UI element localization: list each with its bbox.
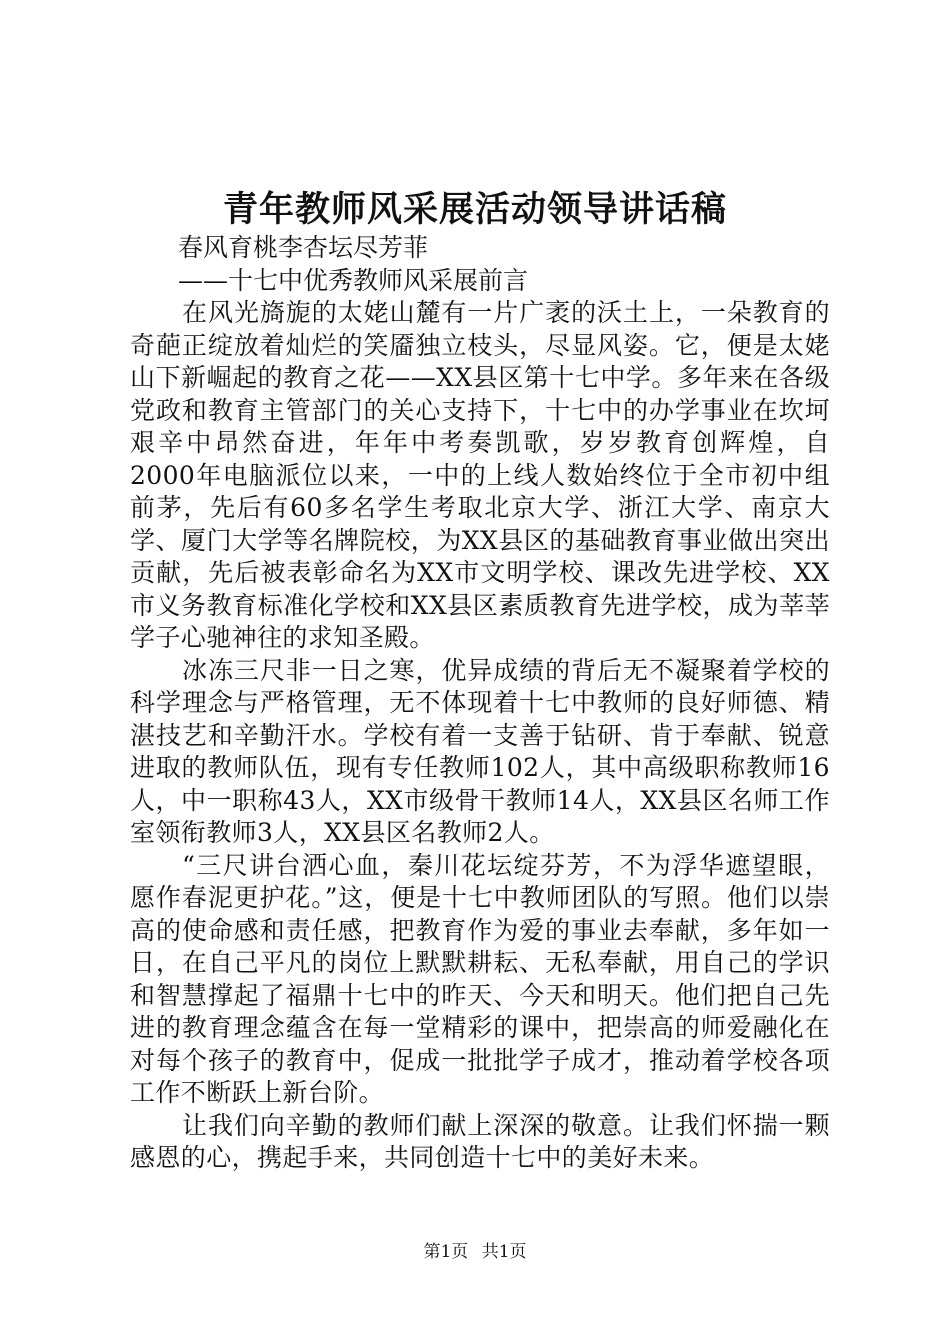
page-footer: [0, 1240, 950, 1264]
document-title: 青年教师风采展活动领导讲话稿: [222, 189, 727, 230]
paragraph-1: 在风光旖旎的太姥山麓有一片广袤的沃土上，一朵教育的奇葩正绽放着灿烂的笑靥独立枝头，尽显风姿。它，便是太姥山下新崛起的教育之花——XX县区第十七中学。多年来在各级党政和教育主管部门的关心支持下，十七中的办学事业在坎坷艰辛中昂然奋进，年年中考奏凯歌，岁岁教育创辉煌，自2000年电脑派位以来，一中的上线人数始终位于全市初中组前茅，先后有60多名学生考取北京大学、浙江大学、南京大学、厦门大学等名牌院校，为XX县区的基础教育事业做出突出贡献，先后被表彰命名为XX市文明学校、课改先进学校、XX市义务教育标准化学校和XX县区素质教育先进学校，成为莘莘学子心驰神往的求知圣殿。: [130, 298, 830, 652]
subtitle-line-1: 春风育桃李杏坛尽芳菲: [178, 233, 429, 262]
paragraph-4: 让我们向辛勤的教师们献上深深的敬意。让我们怀揣一颗感恩的心，携起手来，共同创造十七中的美好未来。: [130, 1110, 830, 1172]
page-number-current: 第1页: [423, 1242, 469, 1262]
subtitle-line-2: ——十七中优秀教师风采展前言: [178, 265, 529, 295]
page-number-total: 共1页: [481, 1242, 527, 1262]
paragraph-3: “三尺讲台洒心血，秦川花坛绽芬芳，不为浮华遮望眼，愿作春泥更护花。”这，便是十七中教师团队的写照。他们以崇高的使命感和责任感，把教育作为爱的事业去奉献，多年如一日，在自己平凡的岗位上默默耕耘、无私奉献，用自己的学识和智慧撑起了福鼎十七中的昨天、今天和明天。他们把自己先进的教育理念蕴含在每一堂精彩的课中，把崇高的师爱融化在对每个孩子的教育中，促成一批批学子成才，推动着学校各项工作不断跃上新台阶。: [130, 850, 830, 1107]
paragraph-2: 冰冻三尺非一日之寒，优异成绩的背后无不凝聚着学校的科学理念与严格管理，无不体现着十七中教师的良好师德、精湛技艺和辛勤汗水。学校有着一支善于钻研、肯于奉献、锐意进取的教师队伍，现有专任教师102人，其中高级职称教师16人，中一职称43人，XX市级骨干教师14人，XX县区名师工作室领衔教师3人，XX县区名教师2人。: [130, 655, 830, 847]
document-body: [130, 232, 830, 1175]
